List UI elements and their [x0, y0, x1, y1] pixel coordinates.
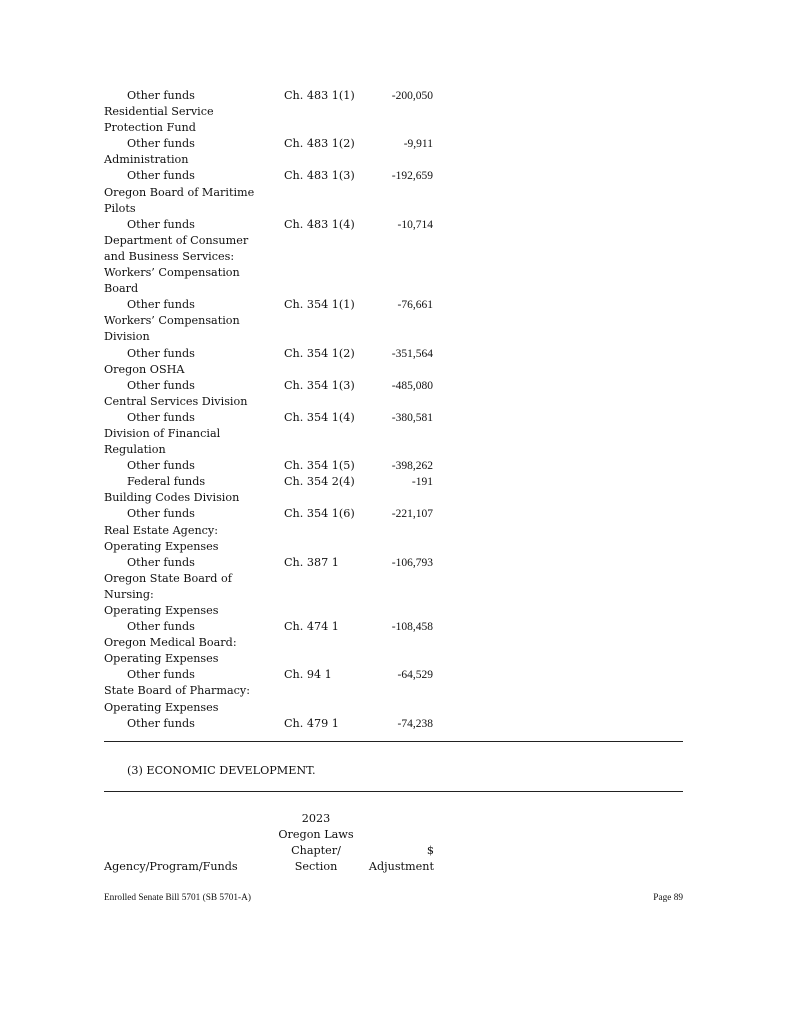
chapter-section: Ch. 474 1	[284, 620, 339, 634]
fund-label: Federal funds	[127, 475, 206, 489]
footer-bill-name: Enrolled Senate Bill 5701 (SB 5701-A)	[104, 893, 251, 903]
fund-label: Other funds	[127, 137, 195, 151]
agency-label: Central Services Division	[104, 394, 248, 408]
adjustment-amount: -74,238	[397, 717, 433, 730]
agency-label: Building Codes Division	[104, 491, 240, 505]
fund-row	[104, 619, 704, 635]
fund-row	[104, 346, 704, 362]
agency-row	[104, 426, 704, 442]
agency-label: Oregon Medical Board:	[104, 636, 237, 650]
adjustment-amount: -106,793	[391, 556, 433, 569]
chapter-section: Ch. 483 1(2)	[284, 137, 355, 151]
chapter-section: Ch. 483 1(3)	[284, 169, 355, 183]
agency-label: Operating Expenses	[104, 700, 219, 714]
chapter-section: Ch. 387 1	[284, 555, 339, 569]
chapter-section: Ch. 479 1	[284, 716, 339, 730]
header-chapter-line4: Section	[294, 860, 338, 873]
agency-row	[104, 651, 704, 667]
agency-row	[104, 233, 704, 249]
agency-row	[104, 700, 704, 716]
agency-label: Pilots	[104, 201, 136, 215]
agency-row	[104, 394, 704, 410]
fund-label: Other funds	[127, 410, 195, 424]
fund-row	[104, 716, 704, 732]
agency-row	[104, 313, 704, 329]
appropriation-table	[104, 88, 704, 732]
agency-row	[104, 152, 704, 168]
chapter-section: Ch. 354 1(4)	[284, 410, 355, 424]
agency-label: and Business Services:	[104, 249, 235, 263]
fund-row	[104, 474, 704, 490]
agency-label: Regulation	[104, 443, 166, 457]
fund-label: Other funds	[127, 217, 195, 231]
fund-row	[104, 410, 704, 426]
agency-label: Department of Consumer	[104, 233, 249, 247]
chapter-section: Ch. 94 1	[284, 668, 332, 682]
agency-row	[104, 281, 704, 297]
fund-row	[104, 217, 704, 233]
adjustment-amount: -10,714	[397, 218, 433, 231]
fund-row	[104, 506, 704, 522]
section-divider-bottom	[104, 791, 683, 792]
agency-row	[104, 185, 704, 201]
chapter-section: Ch. 354 1(2)	[284, 346, 355, 360]
adjustment-amount: -221,107	[391, 508, 433, 521]
agency-row	[104, 201, 704, 217]
agency-label: Protection Fund	[104, 121, 196, 135]
adjustment-amount: -108,458	[391, 621, 433, 634]
agency-row	[104, 249, 704, 265]
fund-row	[104, 136, 704, 152]
agency-row	[104, 571, 704, 587]
agency-row	[104, 635, 704, 651]
agency-label: State Board of Pharmacy:	[104, 684, 251, 698]
adjustment-amount: -192,659	[391, 170, 433, 183]
adjustment-amount: -191	[411, 476, 433, 489]
agency-label: Operating Expenses	[104, 539, 219, 553]
agency-label: Division of Financial	[104, 426, 221, 440]
chapter-section: Ch. 354 1(5)	[284, 459, 355, 473]
agency-row	[104, 587, 704, 603]
agency-row	[104, 329, 704, 345]
agency-label: Division	[104, 330, 150, 344]
adjustment-amount: -351,564	[391, 347, 433, 360]
fund-row	[104, 555, 704, 571]
adjustment-amount: -9,911	[403, 138, 433, 151]
agency-label: Operating Expenses	[104, 604, 219, 617]
fund-label: Other funds	[127, 169, 195, 183]
adjustment-amount: -380,581	[391, 411, 433, 424]
agency-row	[104, 490, 704, 506]
chapter-section: Ch. 354 1(1)	[284, 298, 355, 312]
fund-row	[104, 378, 704, 394]
section-divider-top	[104, 741, 683, 742]
agency-label: Nursing:	[104, 587, 154, 601]
agency-row	[104, 104, 704, 120]
chapter-section: Ch. 483 1(4)	[284, 217, 355, 231]
agency-label: Operating Expenses	[104, 652, 219, 666]
fund-label: Other funds	[127, 346, 195, 360]
agency-label: Oregon OSHA	[104, 362, 185, 376]
fund-label: Other funds	[127, 668, 195, 682]
adjustment-amount: -76,661	[397, 299, 433, 312]
header-chapter-line1: 2023	[301, 812, 331, 825]
agency-row	[104, 539, 704, 555]
agency-label: Oregon Board of Maritime	[104, 185, 255, 199]
fund-label: Other funds	[127, 89, 195, 102]
agency-label: Administration	[104, 153, 189, 167]
fund-row	[104, 88, 704, 104]
fund-label: Other funds	[127, 459, 195, 473]
agency-row	[104, 442, 704, 458]
fund-row	[104, 297, 704, 313]
fund-label: Other funds	[127, 298, 195, 312]
chapter-section: Ch. 354 2(4)	[284, 475, 355, 489]
adjustment-amount: -398,262	[391, 460, 433, 473]
adjustment-amount: -64,529	[397, 669, 433, 682]
adjustment-amount: -200,050	[391, 90, 433, 102]
header-chapter-line3: Chapter/	[291, 844, 341, 857]
agency-row	[104, 362, 704, 378]
agency-row	[104, 265, 704, 281]
agency-row	[104, 523, 704, 539]
agency-label: Workers’ Compensation	[104, 266, 240, 280]
agency-row	[104, 683, 704, 699]
agency-row	[104, 603, 704, 619]
chapter-section: Ch. 354 1(3)	[284, 378, 355, 392]
fund-label: Other funds	[127, 716, 195, 730]
fund-row	[104, 168, 704, 184]
chapter-section: Ch. 483 1(1)	[284, 89, 355, 102]
header-adjustment-line1: $	[426, 844, 434, 857]
fund-row	[104, 458, 704, 474]
header-chapter-line2: Oregon Laws	[278, 828, 354, 841]
section-title: (3) ECONOMIC DEVELOPMENT.	[127, 764, 316, 777]
agency-label: Residential Service	[104, 105, 214, 119]
agency-label: Oregon State Board of	[104, 571, 232, 585]
fund-label: Other funds	[127, 507, 195, 521]
agency-row	[104, 120, 704, 136]
agency-label: Workers’ Compensation	[104, 314, 240, 328]
header-adjustment-line2: Adjustment	[368, 860, 434, 873]
footer-page-number: Page 89	[653, 893, 683, 903]
agency-label: Real Estate Agency:	[104, 523, 219, 537]
adjustment-amount: -485,080	[391, 379, 433, 392]
header-agency: Agency/Program/Funds	[104, 860, 238, 873]
fund-label: Other funds	[127, 620, 195, 634]
fund-label: Other funds	[127, 378, 195, 392]
chapter-section: Ch. 354 1(6)	[284, 507, 355, 521]
agency-label: Board	[104, 282, 139, 296]
fund-row	[104, 667, 704, 683]
fund-label: Other funds	[127, 555, 195, 569]
